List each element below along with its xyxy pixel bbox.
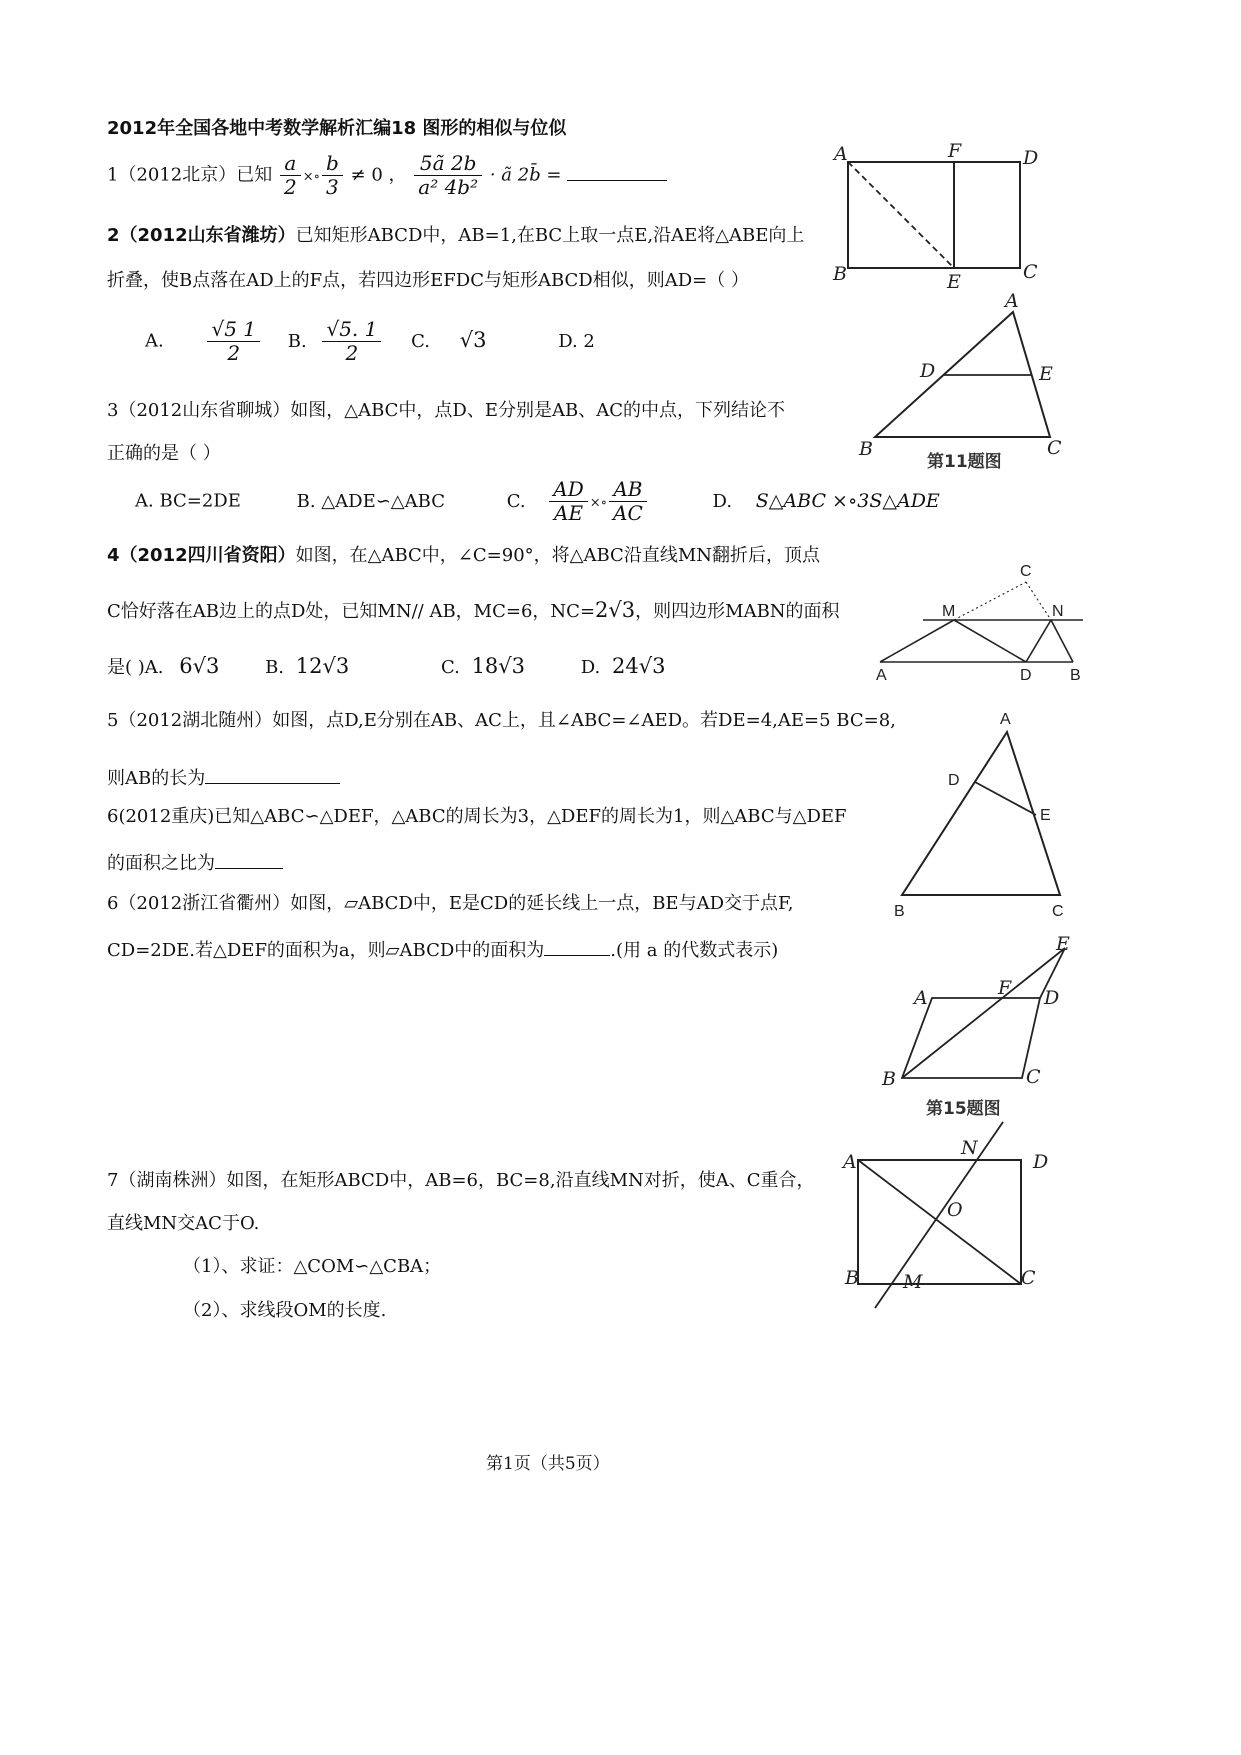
fig1-label-c: C xyxy=(1023,261,1038,283)
fig1-label-d: D xyxy=(1023,147,1039,169)
fig6-label-c: C xyxy=(1021,1267,1036,1289)
q2-opt-c-label: C. xyxy=(411,330,430,352)
q1-answer-blank[interactable] xyxy=(567,162,667,181)
q4-opt-a: 6√3 xyxy=(179,654,220,678)
question-6a-line1: 6(2012重庆)已知△ABC∽△DEF，△ABC的周长为3，△DEF的周长为1，则△ABC与△DEF xyxy=(107,806,847,827)
q1-label: 1（2012北京）已知 xyxy=(107,164,273,186)
fig5-label-c: C xyxy=(1026,1066,1041,1088)
q4-opt-c: 18√3 xyxy=(471,654,526,678)
fig4-label-d: D xyxy=(948,772,960,789)
question-7-part1: （1）、求证：△COM∽△CBA； xyxy=(183,1256,442,1277)
q3-opt-b: B. △ADE∽△ABC xyxy=(296,490,445,512)
fig5-label-b: B xyxy=(882,1068,896,1090)
fig3-label-b: B xyxy=(1070,667,1081,684)
question-6a-line2 xyxy=(107,850,283,875)
fig5-label-e: E xyxy=(1056,933,1070,955)
fig1-label-a: A xyxy=(834,143,848,165)
q3-opt-c-mid: ×∘ xyxy=(589,495,608,511)
fig5-label-a: A xyxy=(914,987,928,1009)
fig2-label-d: D xyxy=(920,360,936,382)
fig5-label-f: F xyxy=(998,977,1012,999)
figure-rectangle-fold xyxy=(830,142,1060,297)
q4-opt-d: 24√3 xyxy=(612,654,666,678)
q4-opt-d-label: D. xyxy=(580,657,601,678)
fig4-label-e: E xyxy=(1040,807,1051,824)
q2-opt-c: √3 xyxy=(459,327,487,352)
fig4-label-c: C xyxy=(1052,903,1064,920)
fig6-label-d: D xyxy=(1033,1151,1049,1173)
q3-options xyxy=(135,478,940,525)
q5-text2: 则AB的长为 xyxy=(107,768,206,789)
q3-opt-d-label: D. xyxy=(712,490,733,512)
q6a-answer-blank[interactable] xyxy=(215,850,283,869)
q2-opt-a: $\frac{√5 1}{2}$ xyxy=(207,318,260,365)
fig6-label-b: B xyxy=(845,1267,859,1289)
figure-rectangle-mn xyxy=(835,1118,1065,1318)
q6b-answer-blank[interactable] xyxy=(544,937,610,956)
q2-opt-a-label: A. xyxy=(145,330,164,352)
question-5-line2 xyxy=(107,765,340,790)
fig2-caption: 第11题图 xyxy=(927,452,1002,472)
question-4-line1 xyxy=(107,545,820,567)
fig5-caption: 第15题图 xyxy=(926,1099,1001,1119)
question-5-line1: 5（2012湖北随州）如图，点D,E分别在AB、AC上，且∠ABC=∠AED。若DE=4,AE=5 BC=8, xyxy=(107,710,896,731)
page-footer: 第1页（共5页） xyxy=(486,1454,610,1474)
q4-opt-b: 12√3 xyxy=(295,654,350,678)
q2-opt-d: D. 2 xyxy=(558,330,595,352)
question-7-line1: 7（湖南株洲）如图，在矩形ABCD中，AB=6，BC=8,沿直线MN对折，使A、C重合， xyxy=(107,1170,815,1191)
q6b-text2b: .(用 a 的代数式表示) xyxy=(610,940,779,961)
fig1-label-f: F xyxy=(948,142,962,162)
q2-opt-b-label: B. xyxy=(287,330,307,352)
q4-opt-b-label: B. xyxy=(265,657,285,678)
question-2-line1 xyxy=(107,225,804,247)
question-7-part2: （2）、求线段OM的长度. xyxy=(183,1300,387,1321)
q1-frac-b: $\frac{b}{3}$ xyxy=(322,152,343,199)
fig5-label-d: D xyxy=(1044,987,1060,1009)
figure-fold-mn xyxy=(868,558,1093,688)
q6a-text2: 的面积之比为 xyxy=(107,853,215,874)
fig4-label-b: B xyxy=(894,903,905,920)
q3-opt-c-left: $\frac{AD}{AE}$ xyxy=(549,478,587,525)
question-1 xyxy=(107,152,667,199)
q2-options xyxy=(145,318,595,365)
question-2-line2: 折叠，使B点落在AD上的F点，若四边形EFDC与矩形ABCD相似，则AD=（ ） xyxy=(107,270,749,291)
fig4-label-a: A xyxy=(1000,711,1011,728)
fig2-label-a: A xyxy=(1005,290,1019,312)
question-4-line2 xyxy=(107,598,840,623)
fig3-label-n: N xyxy=(1052,603,1064,620)
fig3-label-m: M xyxy=(942,603,956,620)
q4-label: 4（2012四川省资阳） xyxy=(107,545,296,566)
fig1-label-b: B xyxy=(833,263,847,285)
figure-triangle-de xyxy=(880,700,1090,925)
fig3-label-c: C xyxy=(1020,563,1032,580)
q4-text2a: C恰好落在AB边上的点D处，已知MN// AB，MC=6，NC= xyxy=(107,601,596,622)
q4-opt-c-label: C. xyxy=(440,657,460,678)
q2-opt-b: $\frac{√5. 1}{2}$ xyxy=(322,318,381,365)
fig2-label-c: C xyxy=(1047,437,1062,459)
q3-opt-a: A. BC=2DE xyxy=(135,490,241,512)
q3-opt-c-label: C. xyxy=(506,490,526,512)
figure-parallelogram xyxy=(880,930,1095,1120)
q1-frac-a: $\frac{a}{2}$ xyxy=(280,152,301,199)
fig2-label-b: B xyxy=(859,438,873,460)
question-4-line3 xyxy=(107,654,665,679)
q4-text1: 如图，在△ABC中，∠C=90°，将△ABC沿直线MN翻折后，顶点 xyxy=(295,545,820,566)
figure-triangle-midline xyxy=(855,290,1085,475)
q1-expr: $\frac{5ã 2b}{\text{a² 4b²}}$ xyxy=(414,152,482,199)
fig6-label-m: M xyxy=(903,1271,923,1293)
question-6b-line2 xyxy=(107,937,778,962)
fig3-label-a: A xyxy=(876,667,887,684)
question-6b-line1: 6（2012浙江省衢州）如图，▱ABCD中，E是CD的延长线上一点，BE与AD交于点F, xyxy=(107,893,794,914)
question-3-line1: 3（2012山东省聊城）如图，△ABC中，点D、E分别是AB、AC的中点，下列结论不 xyxy=(107,400,786,421)
q1-mid: ×∘ xyxy=(302,169,320,185)
q2-text1: 已知矩形ABCD中，AB=1,在BC上取一点E,沿AE将△ABE向上 xyxy=(295,225,805,246)
fig3-label-d: D xyxy=(1020,667,1032,684)
q4-text2b: 2√3 xyxy=(595,598,636,622)
fig2-label-e: E xyxy=(1039,363,1053,385)
q2-label: 2（2012山东省潍坊） xyxy=(107,225,296,246)
fig6-label-a: A xyxy=(843,1151,857,1173)
q4-text2c: ，则四边形MABN的面积 xyxy=(635,601,840,622)
fig1-label-e: E xyxy=(947,271,961,293)
q3-opt-d: S△ABC ×∘3S△ADE xyxy=(755,489,940,512)
q4-text3: 是( )A. xyxy=(107,657,164,678)
question-3-line2: 正确的是（ ） xyxy=(107,443,221,464)
q5-answer-blank[interactable] xyxy=(205,765,340,784)
fig6-label-o: O xyxy=(947,1199,963,1221)
page-title: 2012年全国各地中考数学解析汇编18 图形的相似与位似 xyxy=(107,118,567,139)
q3-opt-c-right: $\frac{AB}{AC}$ xyxy=(609,478,647,525)
q6b-text2a: CD=2DE.若△DEF的面积为a，则▱ABCD中的面积为 xyxy=(107,940,545,961)
fig6-label-n: N xyxy=(961,1137,978,1159)
q1-expr-tail: · ã 2b̄ = xyxy=(489,164,562,186)
question-7-line2: 直线MN交AC于O. xyxy=(107,1213,260,1234)
q1-cond-tail: ≠ 0 ， xyxy=(350,164,407,186)
